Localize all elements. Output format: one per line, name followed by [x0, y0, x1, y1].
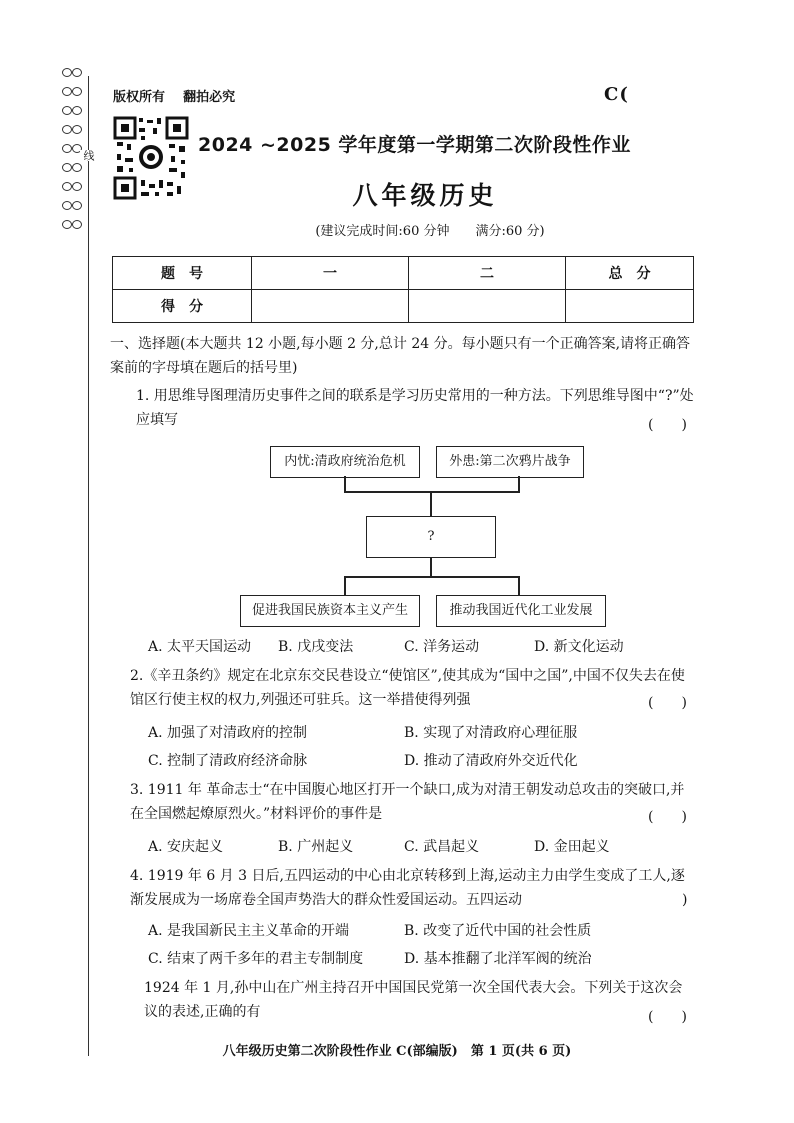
question-4-stem: 4. 1919 年 6 月 3 日后,五四运动的中心由北京转移到上海,运动主力由学生变成了工人,逐渐发展成为一场席卷全国声势浩大的群众性爱国运动。五四运动 [130, 868, 685, 908]
score-cell: 得 分 [113, 290, 252, 323]
score-cell: 题 号 [113, 257, 252, 290]
binding-margin [0, 0, 100, 1123]
question-3-stem: 3. 1911 年 革命志士“在中国腹心地区打开一个缺口,成为对清王朝发动总攻击的突破口,并在全国燃起燎原烈火。”材料评价的事件是 [130, 782, 685, 822]
mindmap-box-bottom-left: 促进我国民族资本主义产生 [240, 595, 420, 627]
mindmap-connector [344, 476, 346, 492]
binding-line [88, 76, 89, 1056]
mindmap-connector [430, 557, 432, 577]
mindmap-connector [518, 476, 520, 492]
answer-paren-3[interactable]: ( ) [648, 809, 687, 825]
option-4d[interactable]: D. 基本推翻了北洋军阀的统治 [404, 951, 592, 967]
mindmap-box-top-right: 外患:第二次鸦片战争 [436, 446, 584, 478]
option-3a[interactable]: A. 安庆起义 [148, 839, 224, 855]
subject-title: 八年级历史 [352, 181, 498, 210]
time-info: (建议完成时间:60 分钟 满分:60 分) [315, 224, 545, 239]
score-input-cell[interactable] [252, 290, 409, 323]
page-footer: 八年级历史第二次阶段性作业 C(部编版) 第 1 页(共 6 页) [222, 1044, 572, 1059]
mindmap-box-center: ? [366, 516, 496, 558]
answer-paren-2[interactable]: ( ) [648, 695, 687, 711]
page-title: 2024 ~2025 学年度第一学期第二次阶段性作业 [198, 134, 631, 156]
answer-paren-4[interactable]: ) [682, 892, 688, 908]
option-1b[interactable]: B. 戊戌变法 [278, 639, 354, 655]
option-3c[interactable]: C. 武昌起义 [404, 839, 480, 855]
option-4c[interactable]: C. 结束了两千多年的君主专制制度 [148, 951, 364, 967]
score-table [112, 256, 694, 323]
score-input-cell[interactable] [566, 290, 694, 323]
binding-label: 线 [82, 150, 95, 161]
option-4a[interactable]: A. 是我国新民主主义革命的开端 [148, 923, 350, 939]
option-1d[interactable]: D. 新文化运动 [534, 639, 624, 655]
answer-paren-1[interactable]: ( ) [648, 417, 687, 433]
option-1c[interactable]: C. 洋务运动 [404, 639, 480, 655]
score-cell: 二 [409, 257, 566, 290]
score-cell: 总 分 [566, 257, 694, 290]
mindmap-connector [344, 491, 520, 493]
score-table-score-row [113, 290, 694, 323]
mindmap-connector [344, 576, 520, 578]
option-2c[interactable]: C. 控制了清政府经济命脉 [148, 753, 308, 769]
option-2a[interactable]: A. 加强了对清政府的控制 [148, 725, 308, 741]
option-3b[interactable]: B. 广州起义 [278, 839, 354, 855]
answer-paren-5[interactable]: ( ) [648, 1009, 687, 1025]
version-code: C( [604, 84, 629, 105]
option-2b[interactable]: B. 实现了对清政府心理征服 [404, 725, 578, 741]
qr-code-icon [113, 114, 189, 200]
option-4b[interactable]: B. 改变了近代中国的社会性质 [404, 923, 592, 939]
mindmap-box-top-left: 内忧:清政府统治危机 [270, 446, 420, 478]
section-heading: 一、选择题(本大题共 12 小题,每小题 2 分,总计 24 分。每小题只有一个正确答案,请将正确答案前的字母填在题后的括号里) [110, 336, 691, 376]
mindmap-box-bottom-right: 推动我国近代化工业发展 [436, 595, 606, 627]
question-5-stem: 1924 年 1 月,孙中山在广州主持召开中国国民党第一次全国代表大会。下列关于这次会议的表述,正确的有 [144, 980, 683, 1020]
mindmap-connector [344, 577, 346, 595]
score-table-header-row [113, 257, 694, 290]
mindmap-connector [518, 577, 520, 595]
copyright-note: 版权所有 翻拍必究 [113, 90, 236, 105]
option-2d[interactable]: D. 推动了清政府外交近代化 [404, 753, 578, 769]
option-1a[interactable]: A. 太平天国运动 [148, 639, 252, 655]
question-2-stem: 2.《辛丑条约》规定在北京东交民巷设立“使馆区”,使其成为“国中之国”,中国不仅失去在使馆区行使主权的权力,列强还可驻兵。这一举措使得列强 [130, 668, 685, 708]
question-1-stem: 1. 用思维导图理清历史事件之间的联系是学习历史常用的一种方法。下列思维导图中“?”处应填写 [136, 388, 694, 428]
option-3d[interactable]: D. 金田起义 [534, 839, 610, 855]
score-input-cell[interactable] [409, 290, 566, 323]
score-cell: 一 [252, 257, 409, 290]
mindmap-connector [430, 492, 432, 516]
